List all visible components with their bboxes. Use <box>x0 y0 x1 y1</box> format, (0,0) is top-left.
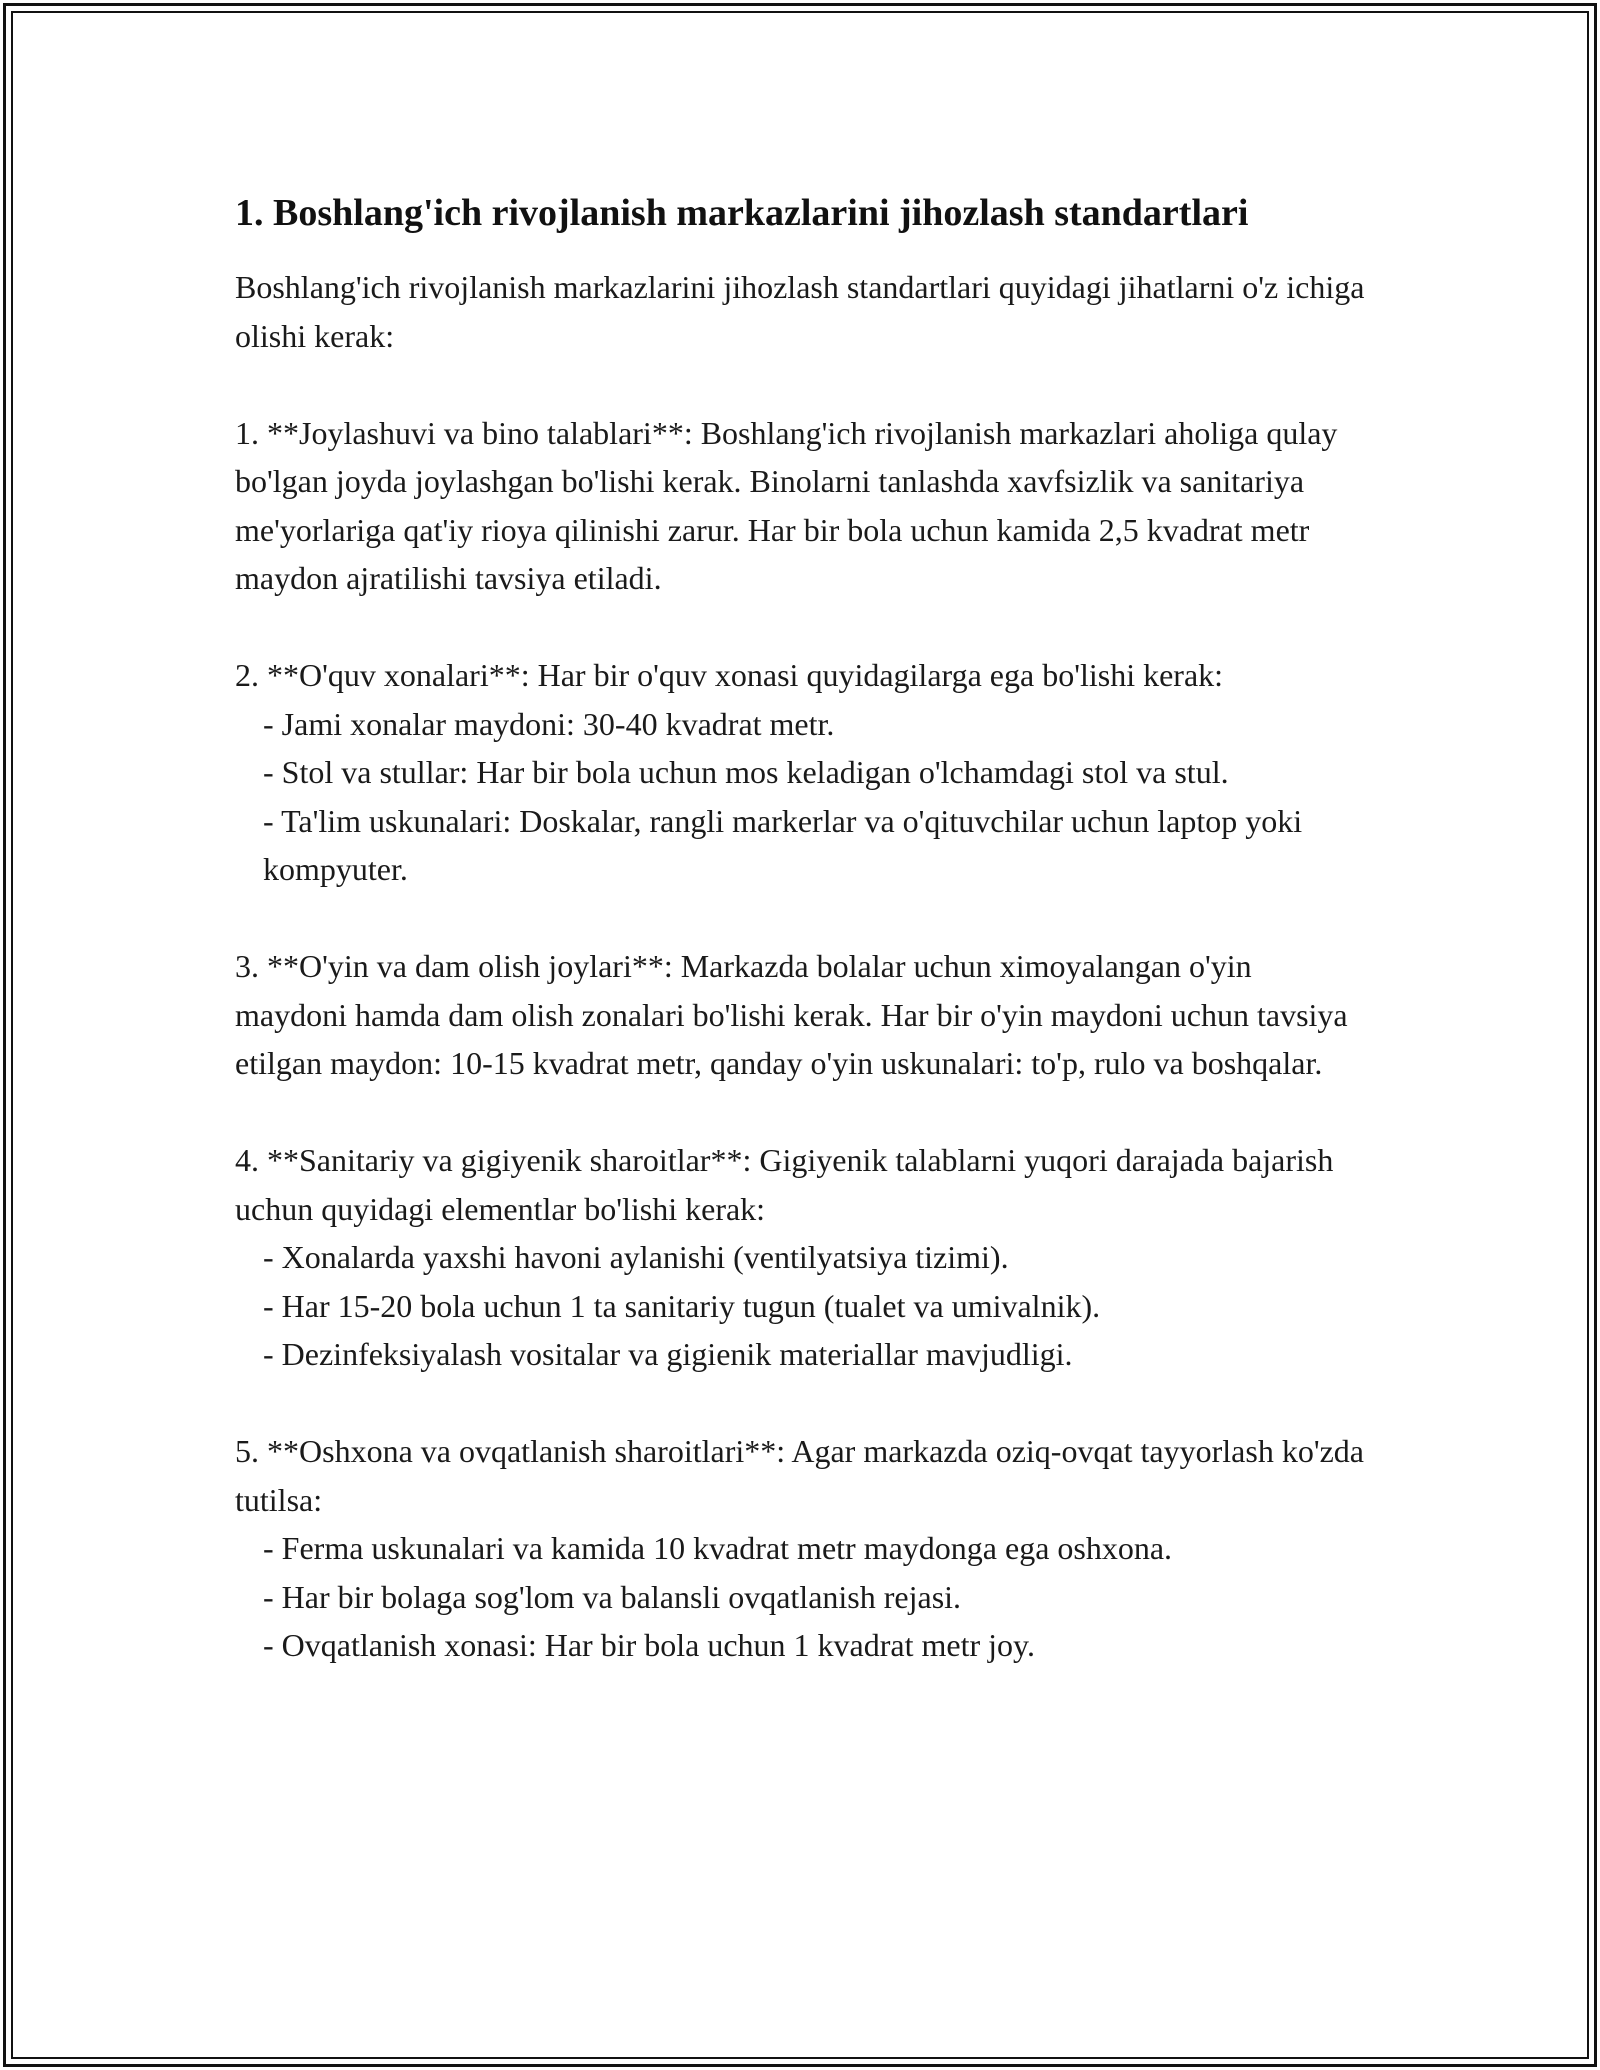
section-text: 4. **Sanitariy va gigiyenik sharoitlar**: Gigiyenik talablarni yuqori darajada bajarish uchun quyidagi elementlar bo'lishi kerak: <box>235 1142 1334 1227</box>
section-sanitary <box>235 1136 1365 1379</box>
document-body <box>235 185 1365 1670</box>
list-item: - Ferma uskunalari va kamida 10 kvadrat metr maydonga ega oshxona. <box>263 1530 1173 1566</box>
section-classrooms <box>235 651 1365 894</box>
list-item: - Dezinfeksiyalash vositalar va gigienik materiallar mavjudligi. <box>263 1336 1073 1372</box>
list-item: - Har 15-20 bola uchun 1 ta sanitariy tugun (tualet va umivalnik). <box>263 1287 1101 1324</box>
section-play-areas <box>235 942 1365 1088</box>
section-text: 1. **Joylashuvi va bino talablari**: Boshlang'ich rivojlanish markazlari aholiga qulay bo'lgan joyda joylashgan bo'lishi kerak. Binolarni tanlashda xavfsizlik va sanitariya me'yorlariga qat'iy rioya qilinishi zarur. Har bir bola uchun kamida 2,5 kvadrat metr maydon ajratilishi tavsiya etiladi. <box>235 414 1338 596</box>
section-location <box>235 409 1365 603</box>
section-text: 5. **Oshxona va ovqatlanish sharoitlari**: Agar markazda oziq-ovqat tayyorlash ko'zda tutilsa: <box>235 1433 1364 1518</box>
list-item: - Ta'lim uskunalari: Doskalar, rangli markerlar va o'qituvchilar uchun laptop yoki kompyuter. <box>263 802 1303 887</box>
section-text: 2. **O'quv xonalari**: Har bir o'quv xonasi quyidagilarga ega bo'lishi kerak: <box>235 657 1224 693</box>
intro-paragraph: Boshlang'ich rivojlanish markazlarini jihozlash standartlari quyidagi jihatlarni o'z ichiga olishi kerak: <box>235 269 1365 354</box>
list-item: - Har bir bolaga sog'lom va balansli ovqatlanish rejasi. <box>263 1578 962 1615</box>
list-item: - Jami xonalar maydoni: 30-40 kvadrat metr. <box>263 705 835 742</box>
list-item: - Stol va stullar: Har bir bola uchun mos keladigan o'lchamdagi stol va stul. <box>263 754 1229 790</box>
list-item: - Xonalarda yaxshi havoni aylanishi (ventilyatsiya tizimi). <box>263 1239 1009 1275</box>
section-kitchen <box>235 1427 1365 1670</box>
list-item: - Ovqatlanish xonasi: Har bir bola uchun 1 kvadrat metr joy. <box>263 1627 1035 1663</box>
section-text: 3. **O'yin va dam olish joylari**: Markazda bolalar uchun ximoyalangan o'yin maydoni hamda dam olish zonalari bo'lishi kerak. Har bir o'yin maydoni uchun tavsiya etilgan maydon: 10-15 kvadrat metr, qanday o'yin uskunalari: to'p, rulo va boshqalar. <box>235 948 1348 1081</box>
document-title: 1. Boshlang'ich rivojlanish markazlarini jihozlash standartlari <box>235 192 1249 234</box>
